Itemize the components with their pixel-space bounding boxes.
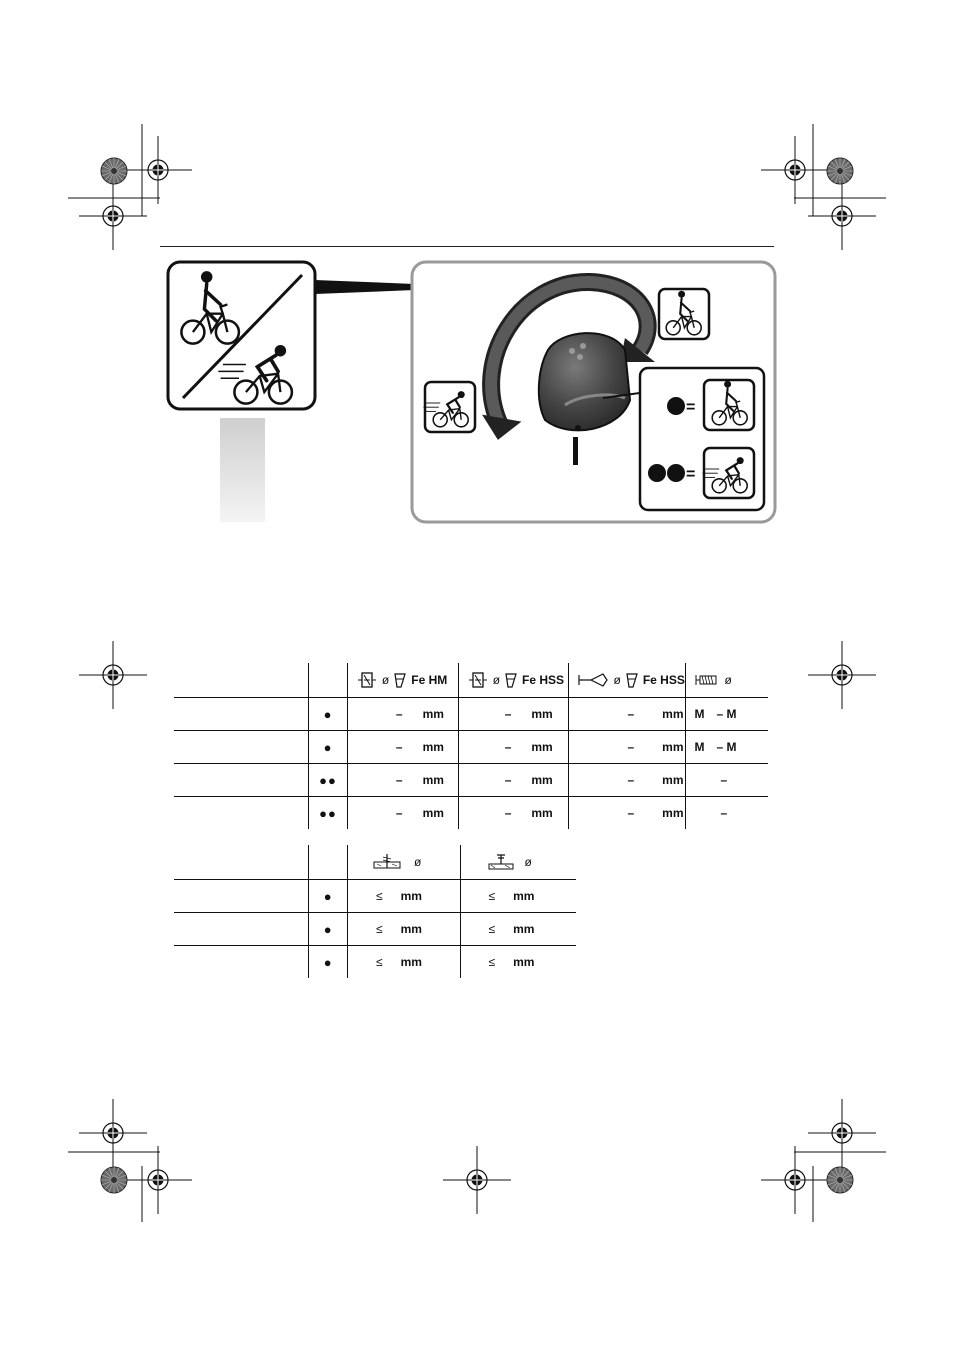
unit-label: mm (400, 889, 422, 903)
speed-dots: ●● (319, 805, 337, 821)
table-row (174, 731, 768, 764)
single-dot-equals: = (686, 399, 696, 416)
unit-label: mm (531, 707, 553, 721)
table-row (174, 764, 768, 797)
max-symbol: ≤ (375, 955, 383, 969)
gray-tab (220, 418, 265, 522)
range-dash: – (504, 707, 512, 721)
max-symbol: ≤ (375, 889, 383, 903)
unit-label: mm (531, 740, 553, 754)
connector-wedge (315, 280, 415, 294)
unit-label: mm (400, 922, 422, 936)
range-dash: – (627, 707, 635, 721)
thread-size: M (694, 740, 705, 754)
unit-label: mm (662, 806, 684, 820)
speed-dots: ●● (319, 772, 337, 788)
max-symbol: ≤ (488, 955, 496, 969)
speed-dots: ● (323, 739, 333, 755)
header-blank (174, 663, 309, 698)
speed-dots: ● (323, 888, 333, 904)
range-dash: – (627, 806, 635, 820)
unit-label: mm (422, 773, 444, 787)
header-dots (309, 663, 348, 698)
rotary-dial-icon (539, 333, 630, 431)
mode-sign (168, 262, 315, 409)
unit-label: mm (662, 740, 684, 754)
tap-thread-icon (694, 673, 720, 687)
unit-label: mm (531, 806, 553, 820)
range-dash: – (395, 773, 403, 787)
range-dash: – (504, 740, 512, 754)
metal-material-icon (393, 671, 407, 689)
table-row (174, 946, 576, 979)
speed-dots: ● (323, 921, 333, 937)
table-row (174, 797, 768, 830)
unit-label: mm (662, 707, 684, 721)
thread-range: – (720, 773, 728, 787)
range-dash: – (627, 740, 635, 754)
speed-dots: ● (323, 706, 333, 722)
countersink-icon (577, 671, 609, 689)
unit-label: mm (513, 955, 535, 969)
unit-label: mm (531, 773, 553, 787)
upright-bike-tile (659, 289, 709, 339)
thread-range: – M (716, 707, 737, 721)
unit-label: mm (513, 889, 535, 903)
metal-material-icon (504, 671, 518, 689)
unit-label: mm (422, 707, 444, 721)
metal-material-icon (625, 671, 639, 689)
unit-label: mm (422, 740, 444, 754)
range-dash: – (504, 806, 512, 820)
speed-dots: ● (323, 954, 333, 970)
header-dots (309, 845, 348, 880)
thread-range: – (720, 806, 728, 820)
drilling-capacity-table: ø Fe HM ø Fe HSS ø Fe HSS ø ● – mm – mm – mm M – M ● – mm – mm – mm M – M ●● – mm – mm – mm – ●● – mm – mm – mm – (174, 663, 768, 829)
header-blank (174, 845, 309, 880)
max-symbol: ≤ (375, 922, 383, 936)
hm-drill-bit-icon (356, 671, 378, 689)
unit-label: mm (400, 955, 422, 969)
unit-label: mm (513, 922, 535, 936)
screw-drive-icon (487, 853, 515, 871)
table-row (174, 913, 576, 946)
range-dash: – (395, 707, 403, 721)
table-row (174, 880, 576, 913)
hss-drill-bit-icon (467, 671, 489, 689)
wood-drill-icon (372, 853, 402, 871)
range-dash: – (504, 773, 512, 787)
max-symbol: ≤ (488, 889, 496, 903)
range-dash: – (395, 806, 403, 820)
dial-legend (640, 368, 764, 510)
racing-bike-tile (423, 382, 475, 432)
range-dash: – (395, 740, 403, 754)
thread-range: – M (716, 740, 737, 754)
table-row (174, 698, 768, 731)
wood-screw-capacity-table: ø ø ● ≤ mm ≤ mm ● ≤ mm ≤ mm ● ≤ mm ≤ mm (174, 845, 576, 978)
dial-pointer (573, 437, 578, 465)
range-dash: – (627, 773, 635, 787)
unit-label: mm (422, 806, 444, 820)
max-symbol: ≤ (488, 922, 496, 936)
unit-label: mm (662, 773, 684, 787)
double-dot-equals: = (686, 466, 696, 483)
thread-size: M (694, 707, 705, 721)
gear-selector-illustration (0, 0, 954, 560)
